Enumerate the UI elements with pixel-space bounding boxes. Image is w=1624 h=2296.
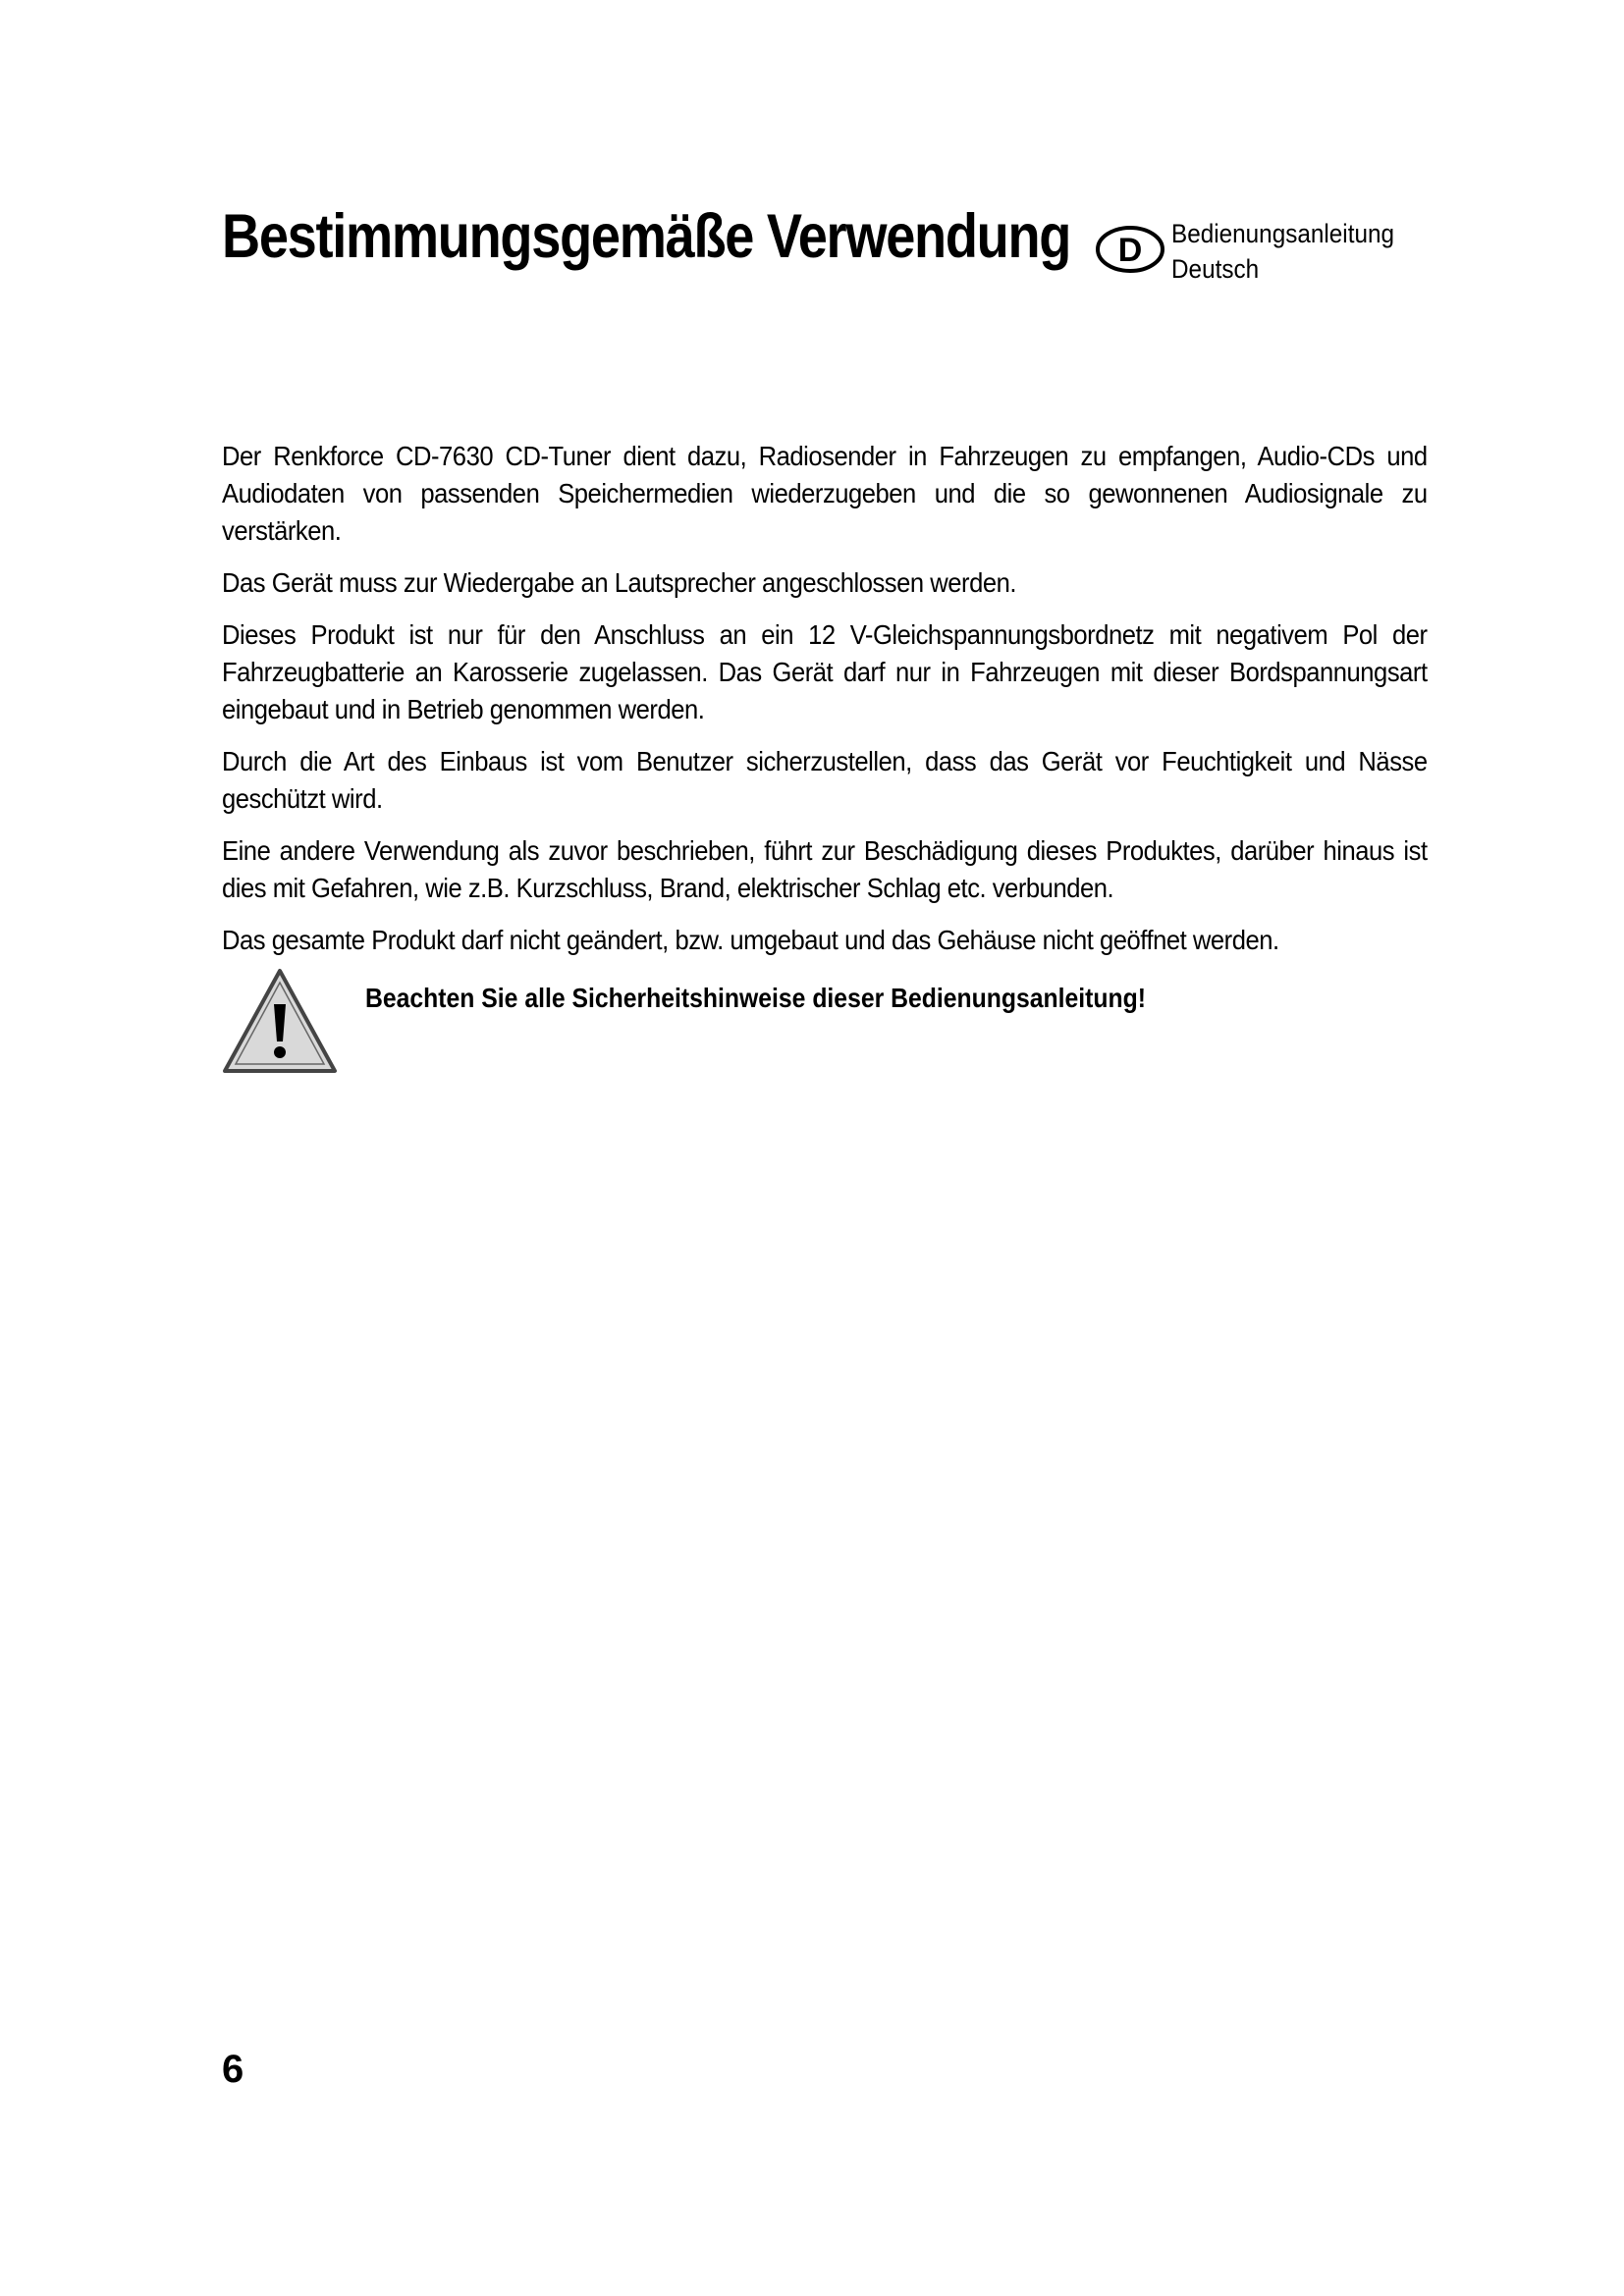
language-badge — [1095, 224, 1165, 275]
language-badge-letter: D — [1117, 232, 1143, 269]
page-number: 6 — [222, 2048, 244, 2091]
paragraph-no-modification: Das gesamte Produkt darf nicht geändert, bzw. umgebaut und das Gehäuse nicht geöffnet werden. — [222, 925, 1279, 955]
paragraph-intended-use: Der Renkforce CD-7630 CD-Tuner dient dazu, Radiosender in Fahrzeugen zu empfangen, Audio-CDs und Audiodaten von passenden Speichermedien wiederzugeben und die so gewonnenen Audiosignale zu verstärken. — [222, 441, 1428, 546]
warning-triangle-icon — [222, 967, 338, 1075]
paragraph-power-supply: Dieses Produkt ist nur für den Anschluss an ein 12 V-Gleichspannungsbordnetz mit negativem Pol der Fahrzeugbatterie an Karosserie zugelassen. Das Gerät darf nur in Fahrzeugen mit dieser Bordspannungsart eingebaut und in Betrieb genommen werden. — [222, 619, 1428, 724]
language-label: Deutsch — [1171, 254, 1260, 284]
manual-language-label — [1171, 216, 1394, 287]
paragraph-speakers: Das Gerät muss zur Wiedergabe an Lautsprecher angeschlossen werden. — [222, 567, 1017, 598]
body-text — [222, 438, 1428, 974]
paragraph-other-use: Eine andere Verwendung als zuvor beschrieben, führt zur Beschädigung dieses Produktes, darüber hinaus ist dies mit Gefahren, wie z.B. Kurzschluss, Brand, elektrischer Schlag etc. verbunden. — [222, 835, 1428, 903]
warning-text: Beachten Sie alle Sicherheitshinweise dieser Bedienungsanleitung! — [365, 983, 1146, 1013]
safety-warning — [222, 967, 1518, 1080]
paragraph-moisture: Durch die Art des Einbaus ist vom Benutzer sicherzustellen, dass das Gerät vor Feuchtigkeit und Nässe geschützt wird. — [222, 746, 1428, 814]
page-title: Bestimmungsgemäße Verwendung — [222, 202, 1071, 271]
manual-label: Bedienungsanleitung — [1171, 219, 1394, 248]
